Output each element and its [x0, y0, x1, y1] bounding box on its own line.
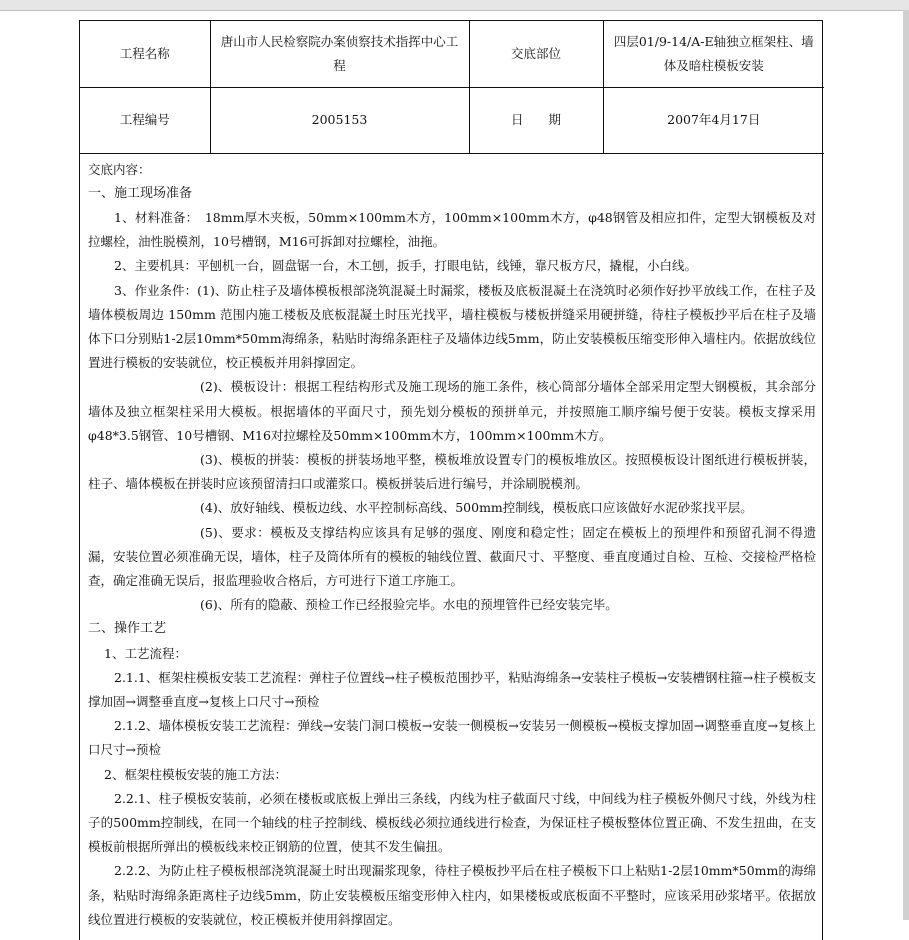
paragraph: (3)、模板的拼装：模板的拼装场地平整，模板堆放设置专门的模板堆放区。按照模板设计图纸进行模板拼装，柱子、墙体模板在拼装时应该预留清扫口或灌浆口。模板拼装后进行编号，并涂刷脱模剂。 [88, 451, 816, 492]
content-intro: 交底内容： [88, 161, 151, 177]
project-name-label: 工程名称 [80, 21, 210, 87]
subsection-title: 2、框架柱模板安装的施工方法： [104, 766, 287, 782]
paragraph: 2.1.1、框架柱模板安装工艺流程：弹柱子位置线→柱子模板范围抄平，粘贴海绵条→安装柱子模板→安装槽钢柱箍→柱子模板支撑加固→调整垂直度→复核上口尺寸→预检 [88, 669, 816, 709]
paragraph: 2.2.1、柱子模板安装前，必须在楼板或底板上弹出三条线，内线为柱子截面尺寸线，中间线为柱子模板外侧尺寸线，外线为柱子的500mm控制线，在同一个轴线的柱子控制线、模板线必须拉通线进行检查，为保证柱子模板整体位置正确、不发生扭曲，在支模板前根据所弹出的模板线来校正钢筋的位置，使其不发生偏扭。 [88, 790, 816, 855]
header-row [80, 87, 824, 153]
location-value: 四层01/9-14/A-E轴独立框架柱、墙体及暗柱模板安装 [603, 21, 824, 87]
window-top-bar [0, 0, 909, 11]
project-name-value: 唐山市人民检察院办案侦察技术指挥中心工程 [210, 21, 469, 87]
paragraph: 1、材料准备： 18mm厚木夹板，50mm×100mm木方，100mm×100mm木方，φ48钢管及相应扣件，定型大钢模板及对拉螺栓，油性脱模剂，10号槽钢，M16可拆卸对拉螺栓，油拖。 [88, 209, 816, 250]
project-no-label: 工程编号 [80, 87, 210, 153]
subsection-title: 1、工艺流程： [104, 645, 187, 661]
paragraph: 2、主要机具：平刨机一台，圆盘锯一台，木工刨，扳手，打眼电钻，线锤，靠尺板方尺，撬棍，小白线。 [114, 258, 697, 274]
paragraph: (2)、模板设计：根据工程结构形式及施工现场的施工条件，核心筒部分墙体全部采用定型大钢模板，其余部分墙体及独立框架柱采用大模板。根据墙体的平面尺寸，预先划分模板的预拼单元，并按照施工顺序编号便于安装。模板支撑采用φ48*3.5钢管、10号槽钢、M16对拉螺栓及50mm×100mm木方，100mm×100mm木方。 [88, 379, 816, 443]
document-page [79, 20, 823, 940]
paragraph: (4)、放好轴线、模板边线、水平控制标高线、500mm控制线，模板底口应该做好水泥砂浆找平层。 [200, 500, 753, 516]
paragraph: 2.2.2、为防止柱子模板根部浇筑混凝土时出现漏浆现象，待柱子模板抄平后在柱子模板下口上粘贴1-2层10mm*50mm的海绵条，粘贴时海绵条距离柱子边线5mm，防止安装模板压缩变形伸入柱内，如果楼板或底板面不平整时，应该采用砂浆堵平。依据放线位置进行模板的安装就位，校正模板并使用斜撑固定。 [88, 863, 816, 927]
location-label: 交底部位 [469, 21, 603, 87]
section-title: 二、操作工艺 [88, 621, 167, 637]
paragraph: (6)、所有的隐蔽、预检工作已经报验完毕。水电的预埋管件已经安装完毕。 [200, 597, 618, 613]
paragraph: 2.1.2、墙体模板安装工艺流程：弹线→安装门洞口模板→安装一侧模板→安装另一侧模板→模板支撑加固→调整垂直度→复核上口尺寸→预检 [88, 718, 816, 758]
project-no-value: 2005153 [210, 87, 469, 153]
date-value: 2007年4月17日 [603, 87, 824, 153]
scrollbar-track[interactable] [903, 10, 909, 920]
paragraph: 3、作业条件：(1)、防止柱子及墙体模板根部浇筑混凝土时漏浆，楼板及底板混凝土在浇筑时必须作好抄平放线工作，在柱子及墙体模板周边 150mm 范围内施工楼板及底板混凝土时压光找平，墙柱模板与楼板拼缝采用硬拼缝，待柱子模板抄平后在柱子及墙体下口分别贴1-2层10mm*50mm海绵条，粘贴时海绵条距柱子及墙体边线5mm，防止安装模板压缩变形伸入墙柱内。依据放线位置进行模板的安装就位，校正模板并用斜撑固定。 [88, 282, 816, 371]
paragraph: (5)、要求：模板及支撑结构应该具有足够的强度、刚度和稳定性；固定在模板上的预埋件和预留孔洞不得遗漏，安装位置必须准确无误，墙体，柱子及筒体所有的模板的轴线位置、截面尺寸、平整度、垂直度通过自检、互检、交接检严格检查，确定准确无误后，报监理验收合格后，方可进行下道工序施工。 [88, 524, 816, 588]
disclosure-content [80, 154, 822, 933]
section-title: 一、施工现场准备 [88, 185, 193, 201]
header-row [80, 21, 824, 87]
date-label: 日 期 [469, 87, 603, 153]
header-table [80, 21, 824, 154]
